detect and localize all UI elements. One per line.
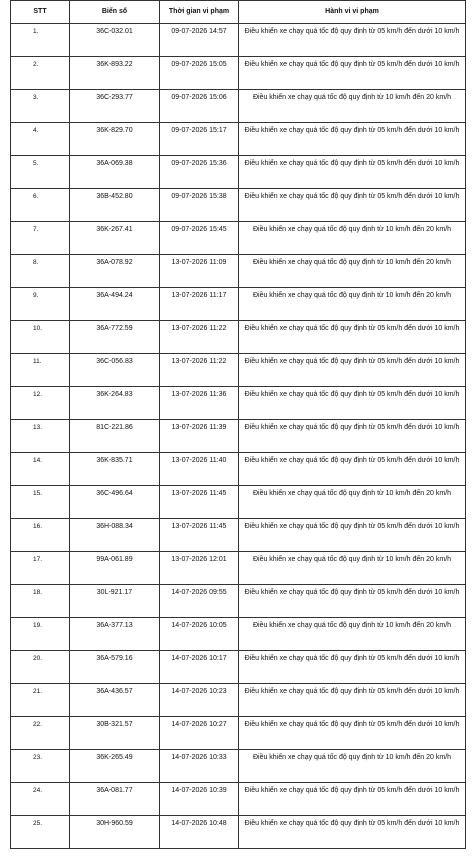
cell-stt: 11. [11, 354, 70, 387]
cell-stt: 19. [11, 618, 70, 651]
cell-stt: 18. [11, 585, 70, 618]
cell-time: 09-07-2026 14:57 [160, 24, 239, 57]
table-row [11, 321, 466, 354]
cell-plate: 36A-436.57 [70, 684, 160, 717]
table-row [11, 651, 466, 684]
cell-plate: 36C-293.77 [70, 90, 160, 123]
cell-plate: 30H-960.59 [70, 816, 160, 849]
cell-violation: Điều khiển xe chạy quá tốc độ quy định từ 10 km/h đến 20 km/h [239, 255, 466, 288]
cell-stt: 25. [11, 816, 70, 849]
violations-table [10, 0, 466, 849]
cell-plate: 36C-496.64 [70, 486, 160, 519]
cell-time: 14-07-2026 10:23 [160, 684, 239, 717]
table-row [11, 354, 466, 387]
cell-violation: Điều khiển xe chạy quá tốc độ quy định từ 05 km/h đến dưới 10 km/h [239, 321, 466, 354]
cell-time: 13-07-2026 11:39 [160, 420, 239, 453]
cell-violation: Điều khiển xe chạy quá tốc độ quy định từ 05 km/h đến dưới 10 km/h [239, 24, 466, 57]
cell-stt: 1. [11, 24, 70, 57]
cell-time: 13-07-2026 12:01 [160, 552, 239, 585]
cell-plate: 36A-377.13 [70, 618, 160, 651]
cell-plate: 30L-921.17 [70, 585, 160, 618]
cell-time: 09-07-2026 15:36 [160, 156, 239, 189]
cell-stt: 2. [11, 57, 70, 90]
cell-time: 14-07-2026 10:27 [160, 717, 239, 750]
cell-plate: 36C-056.83 [70, 354, 160, 387]
cell-violation: Điều khiển xe chạy quá tốc độ quy định từ 05 km/h đến dưới 10 km/h [239, 453, 466, 486]
cell-time: 09-07-2026 15:38 [160, 189, 239, 222]
cell-time: 09-07-2026 15:17 [160, 123, 239, 156]
cell-plate: 36A-579.16 [70, 651, 160, 684]
cell-time: 14-07-2026 09:55 [160, 585, 239, 618]
table-row [11, 684, 466, 717]
cell-plate: 36K-835.71 [70, 453, 160, 486]
cell-time: 09-07-2026 15:45 [160, 222, 239, 255]
table-row [11, 57, 466, 90]
cell-plate: 36K-829.70 [70, 123, 160, 156]
cell-time: 14-07-2026 10:17 [160, 651, 239, 684]
cell-plate: 36K-264.83 [70, 387, 160, 420]
cell-plate: 36A-069.38 [70, 156, 160, 189]
cell-violation: Điều khiển xe chạy quá tốc độ quy định từ 10 km/h đến 20 km/h [239, 486, 466, 519]
cell-plate: 36C-032.01 [70, 24, 160, 57]
table-body [11, 24, 466, 849]
cell-violation: Điều khiển xe chạy quá tốc độ quy định từ 05 km/h đến dưới 10 km/h [239, 189, 466, 222]
cell-time: 09-07-2026 15:05 [160, 57, 239, 90]
cell-plate: 36K-265.49 [70, 750, 160, 783]
cell-violation: Điều khiển xe chạy quá tốc độ quy định từ 10 km/h đến 20 km/h [239, 288, 466, 321]
cell-violation: Điều khiển xe chạy quá tốc độ quy định từ 05 km/h đến dưới 10 km/h [239, 57, 466, 90]
header-stt: STT [11, 1, 70, 24]
table-row [11, 552, 466, 585]
cell-violation: Điều khiển xe chạy quá tốc độ quy định từ 10 km/h đến 20 km/h [239, 750, 466, 783]
table-row [11, 189, 466, 222]
table-row [11, 156, 466, 189]
cell-plate: 99A-061.89 [70, 552, 160, 585]
cell-violation: Điều khiển xe chạy quá tốc độ quy định từ 05 km/h đến dưới 10 km/h [239, 783, 466, 816]
cell-violation: Điều khiển xe chạy quá tốc độ quy định từ 05 km/h đến dưới 10 km/h [239, 354, 466, 387]
cell-stt: 6. [11, 189, 70, 222]
cell-stt: 9. [11, 288, 70, 321]
cell-stt: 23. [11, 750, 70, 783]
cell-time: 13-07-2026 11:22 [160, 321, 239, 354]
cell-plate: 30B-321.57 [70, 717, 160, 750]
table-row [11, 618, 466, 651]
cell-time: 13-07-2026 11:17 [160, 288, 239, 321]
cell-time: 09-07-2026 15:06 [160, 90, 239, 123]
cell-violation: Điều khiển xe chạy quá tốc độ quy định từ 10 km/h đến 20 km/h [239, 552, 466, 585]
cell-time: 13-07-2026 11:45 [160, 486, 239, 519]
cell-plate: 36K-893.22 [70, 57, 160, 90]
cell-violation: Điều khiển xe chạy quá tốc độ quy định từ 10 km/h đến 20 km/h [239, 618, 466, 651]
cell-violation: Điều khiển xe chạy quá tốc độ quy định từ 10 km/h đến 20 km/h [239, 222, 466, 255]
cell-time: 13-07-2026 11:09 [160, 255, 239, 288]
cell-stt: 22. [11, 717, 70, 750]
table-row [11, 486, 466, 519]
cell-plate: 36B-452.80 [70, 189, 160, 222]
table-row [11, 222, 466, 255]
table-row [11, 90, 466, 123]
cell-violation: Điều khiển xe chạy quá tốc độ quy định từ 05 km/h đến dưới 10 km/h [239, 387, 466, 420]
cell-plate: 36A-772.59 [70, 321, 160, 354]
cell-stt: 7. [11, 222, 70, 255]
table-row [11, 288, 466, 321]
cell-stt: 15. [11, 486, 70, 519]
cell-plate: 36A-494.24 [70, 288, 160, 321]
table-row [11, 255, 466, 288]
cell-stt: 3. [11, 90, 70, 123]
cell-plate: 36A-081.77 [70, 783, 160, 816]
cell-time: 14-07-2026 10:39 [160, 783, 239, 816]
cell-violation: Điều khiển xe chạy quá tốc độ quy định từ 10 km/h đến 20 km/h [239, 90, 466, 123]
header-time: Thời gian vi phạm [160, 1, 239, 24]
cell-plate: 36A-078.92 [70, 255, 160, 288]
cell-time: 13-07-2026 11:45 [160, 519, 239, 552]
cell-stt: 13. [11, 420, 70, 453]
table-row [11, 519, 466, 552]
table-row [11, 717, 466, 750]
cell-stt: 24. [11, 783, 70, 816]
cell-violation: Điều khiển xe chạy quá tốc độ quy định từ 05 km/h đến dưới 10 km/h [239, 651, 466, 684]
cell-stt: 17. [11, 552, 70, 585]
cell-stt: 16. [11, 519, 70, 552]
cell-stt: 21. [11, 684, 70, 717]
cell-violation: Điều khiển xe chạy quá tốc độ quy định từ 05 km/h đến dưới 10 km/h [239, 684, 466, 717]
cell-violation: Điều khiển xe chạy quá tốc độ quy định từ 05 km/h đến dưới 10 km/h [239, 420, 466, 453]
table-row [11, 387, 466, 420]
cell-stt: 14. [11, 453, 70, 486]
cell-stt: 5. [11, 156, 70, 189]
cell-violation: Điều khiển xe chạy quá tốc độ quy định từ 05 km/h đến dưới 10 km/h [239, 717, 466, 750]
table-row [11, 783, 466, 816]
cell-violation: Điều khiển xe chạy quá tốc độ quy định từ 05 km/h đến dưới 10 km/h [239, 123, 466, 156]
header-plate: Biển số [70, 1, 160, 24]
table-row [11, 453, 466, 486]
cell-time: 13-07-2026 11:36 [160, 387, 239, 420]
cell-plate: 36H-088.34 [70, 519, 160, 552]
cell-stt: 8. [11, 255, 70, 288]
table-row [11, 816, 466, 849]
cell-violation: Điều khiển xe chạy quá tốc độ quy định từ 05 km/h đến dưới 10 km/h [239, 816, 466, 849]
cell-stt: 10. [11, 321, 70, 354]
table-header-row [11, 1, 466, 24]
table-row [11, 585, 466, 618]
cell-time: 13-07-2026 11:40 [160, 453, 239, 486]
cell-plate: 81C-221.86 [70, 420, 160, 453]
cell-time: 14-07-2026 10:05 [160, 618, 239, 651]
table-row [11, 750, 466, 783]
cell-time: 14-07-2026 10:33 [160, 750, 239, 783]
cell-violation: Điều khiển xe chạy quá tốc độ quy định từ 05 km/h đến dưới 10 km/h [239, 156, 466, 189]
cell-stt: 4. [11, 123, 70, 156]
cell-time: 13-07-2026 11:22 [160, 354, 239, 387]
table-row [11, 420, 466, 453]
cell-violation: Điều khiển xe chạy quá tốc độ quy định từ 05 km/h đến dưới 10 km/h [239, 585, 466, 618]
cell-stt: 20. [11, 651, 70, 684]
table-row [11, 24, 466, 57]
table-row [11, 123, 466, 156]
header-violation: Hành vi vi phạm [239, 1, 466, 24]
cell-time: 14-07-2026 10:48 [160, 816, 239, 849]
cell-plate: 36K-267.41 [70, 222, 160, 255]
cell-stt: 12. [11, 387, 70, 420]
cell-violation: Điều khiển xe chạy quá tốc độ quy định từ 05 km/h đến dưới 10 km/h [239, 519, 466, 552]
